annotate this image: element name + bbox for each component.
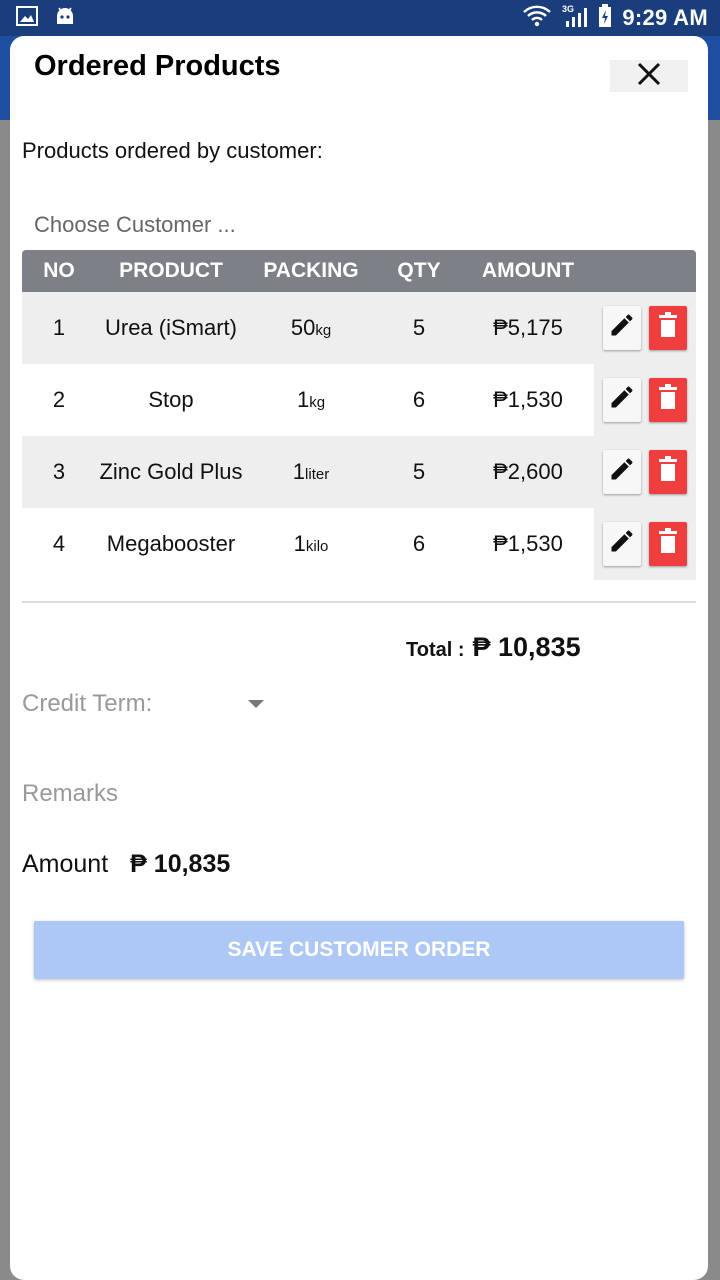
ordered-products-dialog [10, 36, 708, 1280]
products-subtitle: Products ordered by customer: [22, 138, 323, 163]
table-divider [22, 601, 696, 603]
remarks-input[interactable]: Remarks [22, 780, 119, 807]
row-qty: 6 [412, 531, 426, 556]
header-product: PRODUCT [119, 259, 223, 282]
amount-label: Amount [22, 850, 109, 878]
header-amount: AMOUNT [481, 259, 575, 282]
row-qty: 6 [412, 387, 426, 412]
delete-button[interactable] [649, 450, 687, 494]
table-row [22, 292, 696, 364]
credit-term-select[interactable] [22, 684, 272, 724]
row-product: Megabooster [106, 531, 236, 556]
header-no: NO [43, 259, 75, 282]
delete-icon [656, 455, 680, 489]
row-actions [594, 508, 696, 580]
pack-unit: kilo [305, 538, 329, 555]
row-packing [246, 315, 376, 341]
row-qty: 5 [412, 459, 426, 484]
table-row [22, 364, 696, 436]
signal-icon [562, 3, 588, 34]
row-amount: ₱1,530 [493, 531, 563, 556]
pack-unit: kg [315, 322, 332, 339]
row-no: 2 [52, 387, 66, 412]
delete-icon [656, 383, 680, 417]
header-packing: PACKING [263, 259, 359, 282]
network-label: 3G [562, 3, 575, 14]
row-actions [594, 436, 696, 508]
total-value: ₱ 10,835 [472, 632, 581, 662]
close-icon [637, 62, 661, 91]
row-packing [246, 459, 376, 485]
customer-select[interactable]: Choose Customer ... [34, 212, 236, 237]
row-actions [594, 292, 696, 364]
amount-summary [22, 850, 230, 879]
android-icon [54, 6, 76, 31]
row-product: Stop [148, 387, 194, 412]
table-row [22, 508, 696, 580]
row-amount: ₱5,175 [493, 315, 563, 340]
table-header [22, 250, 696, 292]
save-customer-order-button[interactable]: SAVE CUSTOMER ORDER [34, 921, 684, 979]
pack-value: 50 [290, 315, 316, 340]
image-icon [16, 6, 38, 31]
row-qty: 5 [412, 315, 426, 340]
pack-value: 1 [293, 531, 306, 556]
status-time: 9:29 AM [622, 5, 708, 30]
ordered-products-table [22, 250, 696, 580]
row-amount: ₱1,530 [493, 387, 563, 412]
row-product: Urea (iSmart) [104, 315, 237, 340]
delete-button[interactable] [649, 378, 687, 422]
row-no: 3 [52, 459, 66, 484]
wifi-icon [522, 4, 552, 33]
table-row [22, 436, 696, 508]
edit-button[interactable] [603, 522, 641, 566]
row-packing [246, 531, 376, 557]
close-button[interactable] [610, 60, 688, 92]
pack-unit: kg [309, 394, 326, 411]
credit-term-label: Credit Term: [22, 690, 153, 717]
header-qty: QTY [397, 259, 441, 282]
delete-icon [656, 527, 680, 561]
edit-icon [608, 383, 636, 417]
edit-button[interactable] [603, 450, 641, 494]
delete-icon [656, 311, 680, 345]
edit-icon [608, 311, 636, 345]
row-product: Zinc Gold Plus [99, 459, 243, 484]
pack-value: 1 [292, 459, 306, 484]
row-amount: ₱2,600 [493, 459, 563, 484]
row-packing [246, 387, 376, 413]
row-actions [594, 364, 696, 436]
delete-button[interactable] [649, 522, 687, 566]
battery-icon [598, 4, 612, 33]
edit-button[interactable] [603, 378, 641, 422]
row-no: 1 [52, 315, 66, 340]
delete-button[interactable] [649, 306, 687, 350]
pack-value: 1 [296, 387, 310, 412]
edit-icon [608, 527, 636, 561]
pack-unit: liter [305, 466, 330, 483]
caret-down-icon [248, 700, 264, 708]
edit-button[interactable] [603, 306, 641, 350]
total-label: Total : [406, 639, 465, 661]
total-summary [406, 632, 581, 663]
row-no: 4 [52, 531, 66, 556]
status-bar [0, 0, 720, 36]
amount-value: ₱ 10,835 [130, 850, 231, 878]
edit-icon [608, 455, 636, 489]
dialog-title: Ordered Products [34, 50, 281, 82]
